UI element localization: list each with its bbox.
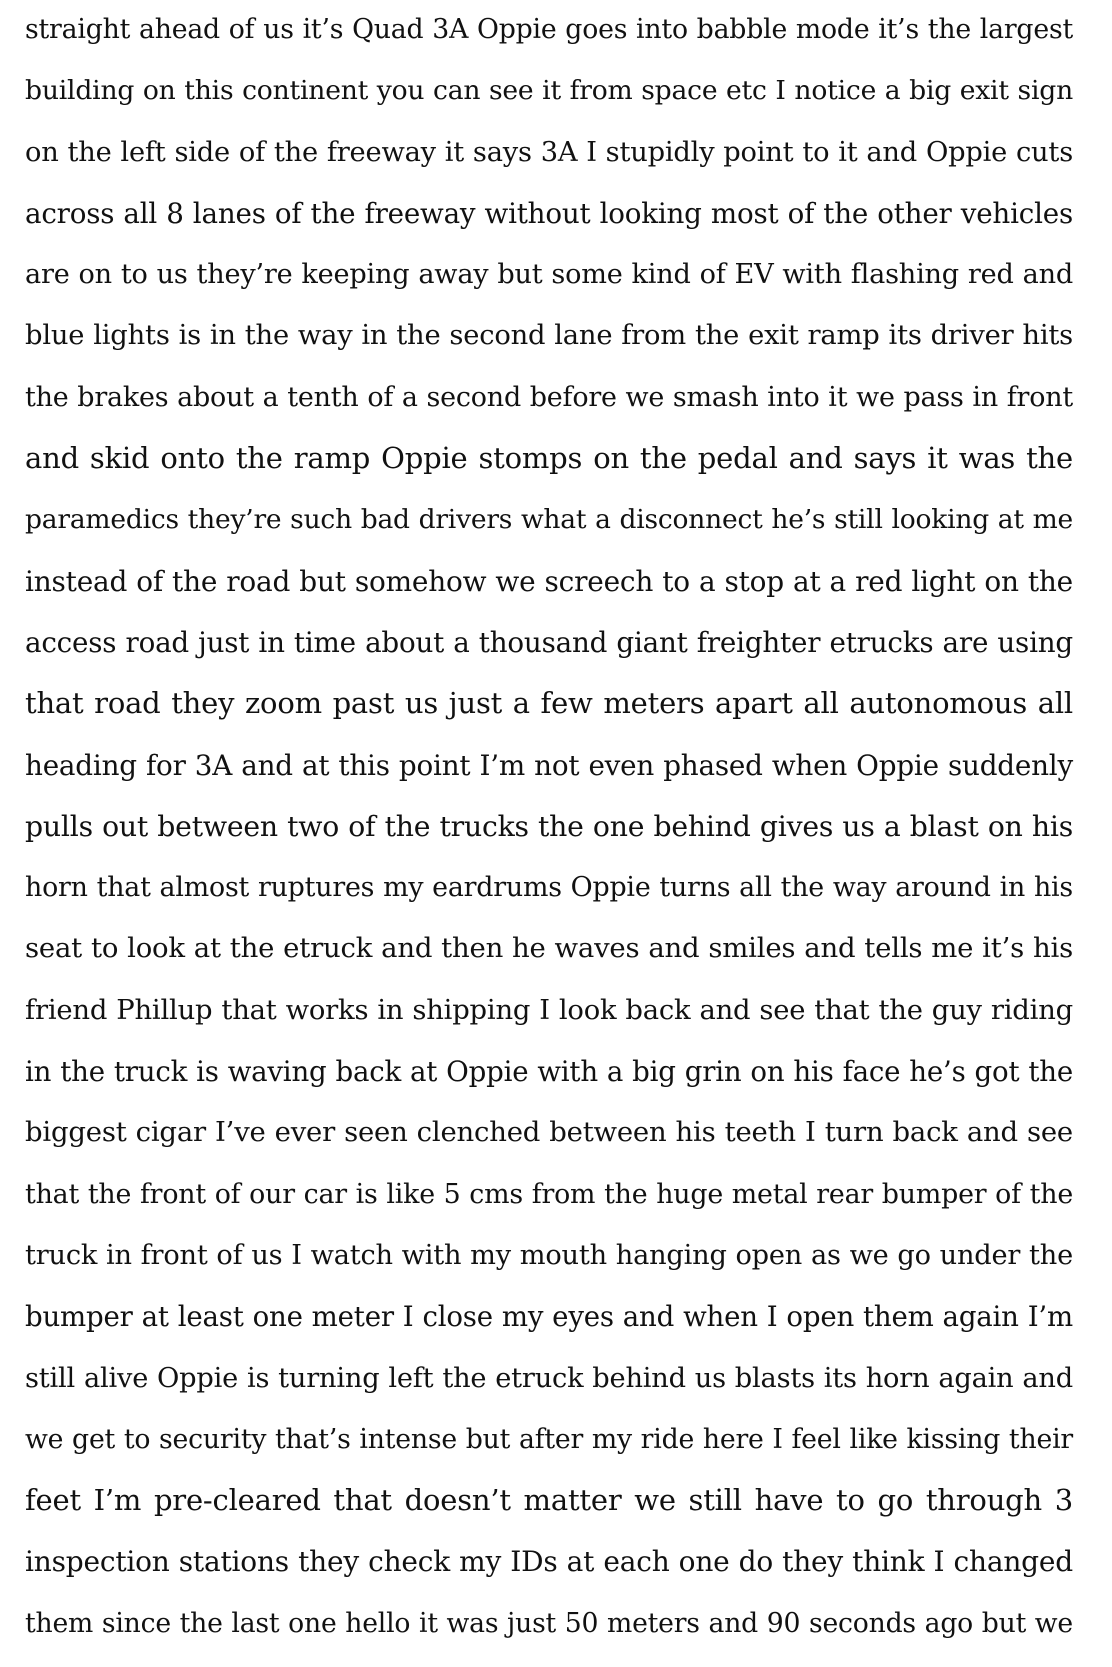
- text-line: that road they zoom past us just a few meters apart all autonomous all: [25, 686, 1073, 721]
- text-line: feet I’m pre-cleared that doesn’t matter we still have to go through 3: [25, 1483, 1073, 1518]
- text-line: friend Phillup that works in shipping I look back and see that the guy riding: [25, 994, 1073, 1026]
- text-line: straight ahead of us it’s Quad 3A Oppie goes into babble mode it’s the largest: [25, 14, 1073, 45]
- document-page: [25, 0, 1073, 1654]
- text-line: we get to security that’s intense but after my ride here I feel like kissing their: [25, 1423, 1073, 1455]
- text-line: them since the last one hello it was just 50 meters and 90 seconds ago but we: [25, 1607, 1073, 1639]
- text-line: bumper at least one meter I close my eyes and when I open them again I’m: [25, 1300, 1073, 1334]
- text-line: paramedics they’re such bad drivers what a disconnect he’s still looking at me: [25, 504, 1073, 536]
- text-line: pulls out between two of the trucks the one behind gives us a blast on his: [25, 809, 1073, 843]
- text-line: seat to look at the etruck and then he waves and smiles and tells me it’s his: [25, 932, 1073, 965]
- text-line: instead of the road but somehow we screech to a stop at a red light on the: [25, 564, 1073, 598]
- text-line: inspection stations they check my IDs at each one do they think I changed: [25, 1545, 1073, 1579]
- text-line: access road just in time about a thousand giant freighter etrucks are using: [25, 625, 1073, 659]
- text-line: are on to us they’re keeping away but some kind of EV with flashing red and: [25, 259, 1073, 291]
- text-line: biggest cigar I’ve ever seen clenched between his teeth I turn back and see: [25, 1116, 1073, 1149]
- text-line: and skid onto the ramp Oppie stomps on the pedal and says it was the: [25, 441, 1073, 476]
- text-line: horn that almost ruptures my eardrums Oppie turns all the way around in his: [25, 872, 1073, 904]
- text-line: still alive Oppie is turning left the etruck behind us blasts its horn again and: [25, 1362, 1073, 1394]
- text-line: truck in front of us I watch with my mouth hanging open as we go under the: [25, 1239, 1073, 1271]
- text-line: that the front of our car is like 5 cms from the huge metal rear bumper of the: [25, 1178, 1073, 1210]
- text-line: the brakes about a tenth of a second before we smash into it we pass in front: [25, 381, 1073, 413]
- text-line: building on this continent you can see it from space etc I notice a big exit sign: [25, 75, 1073, 107]
- text-line: in the truck is waving back at Oppie with a big grin on his face he’s got the: [25, 1055, 1073, 1089]
- text-line: heading for 3A and at this point I’m not even phased when Oppie suddenly: [25, 748, 1073, 782]
- text-line: across all 8 lanes of the freeway without looking most of the other vehicles: [25, 196, 1073, 230]
- text-line: blue lights is in the way in the second lane from the exit ramp its driver hits: [25, 320, 1073, 352]
- text-line: on the left side of the freeway it says 3A I stupidly point to it and Oppie cuts: [25, 136, 1073, 168]
